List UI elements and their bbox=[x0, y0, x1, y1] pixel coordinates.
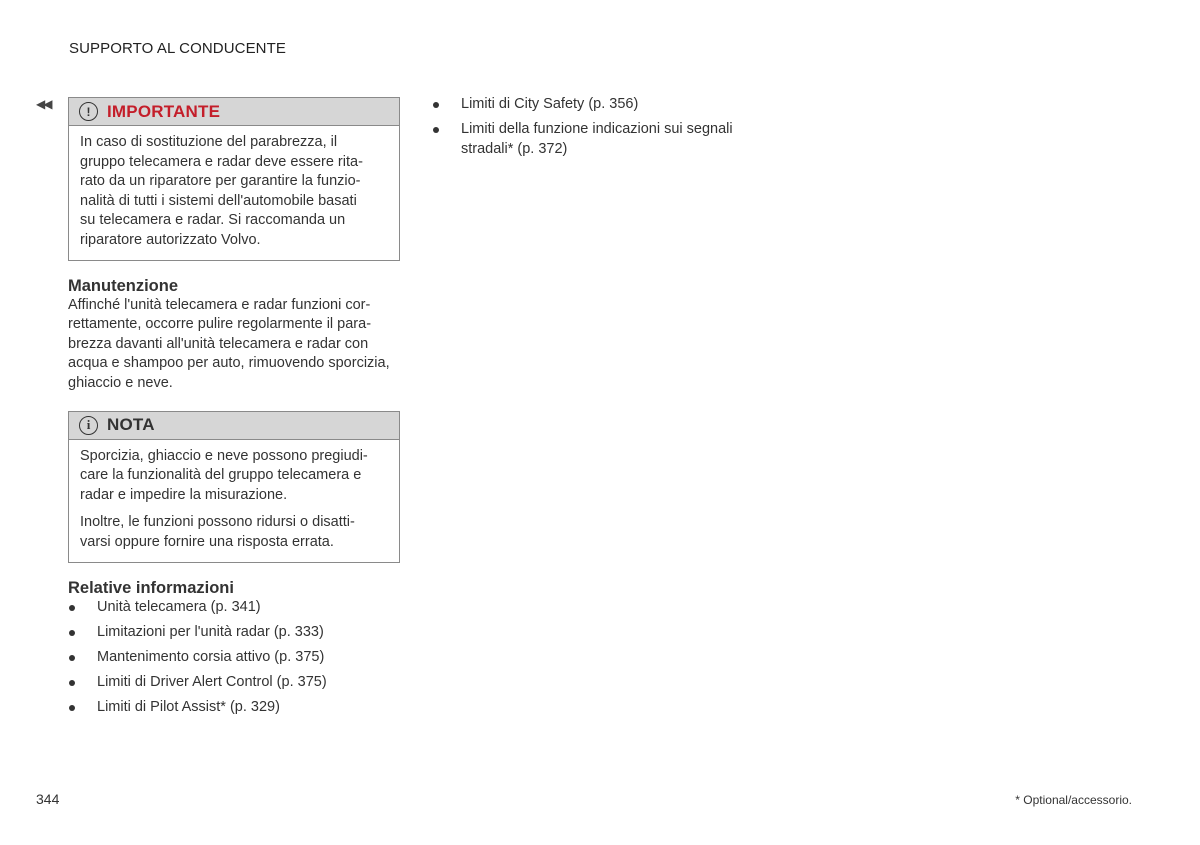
page-number: 344 bbox=[36, 791, 60, 807]
text-line: acqua e shampoo per auto, rimuovendo sporcizia, bbox=[68, 355, 390, 372]
right-column bbox=[432, 95, 772, 165]
list-item-label: Limiti di City Safety (p. 356) bbox=[461, 96, 639, 112]
text-line: gruppo telecamera e radar deve essere rita- bbox=[80, 153, 363, 170]
bullet-icon bbox=[433, 127, 439, 133]
text-line: ghiaccio e neve. bbox=[68, 374, 173, 391]
text-line: Inoltre, le funzioni possono ridursi o disatti- bbox=[80, 514, 355, 531]
bullet-icon bbox=[69, 605, 75, 611]
text-line: care la funzionalità del gruppo telecamera e bbox=[80, 467, 362, 484]
text-line: riparatore autorizzato Volvo. bbox=[80, 231, 261, 248]
important-box-header bbox=[69, 98, 399, 126]
note-text-2 bbox=[80, 513, 388, 552]
continued-arrows-icon: ◀◀ bbox=[36, 97, 51, 111]
list-item bbox=[68, 673, 400, 693]
left-column bbox=[68, 97, 400, 723]
text-line: su telecamera e radar. Si raccomanda un bbox=[80, 212, 346, 229]
note-box-body bbox=[69, 440, 399, 562]
footnote: * Optional/accessorio. bbox=[1015, 793, 1132, 807]
text-line: Sporcizia, ghiaccio e neve possono pregiudi- bbox=[80, 447, 368, 464]
text-line: varsi oppure fornire una risposta errata. bbox=[80, 533, 334, 550]
list-item-label: Limiti di Pilot Assist* (p. 329) bbox=[97, 699, 280, 716]
related-list bbox=[68, 598, 400, 718]
list-item-label: Limitazioni per l'unità radar (p. 333) bbox=[97, 623, 324, 640]
bullet-icon bbox=[69, 630, 75, 636]
related-list-continued bbox=[432, 95, 772, 159]
text-line: nalità di tutti i sistemi dell'automobile basati bbox=[80, 192, 357, 209]
bullet-icon bbox=[69, 680, 75, 686]
important-box-body bbox=[69, 126, 399, 260]
bullet-icon bbox=[433, 102, 439, 108]
maintenance-heading: Manutenzione bbox=[68, 276, 178, 295]
bullet-icon bbox=[69, 655, 75, 661]
list-item-label: Limiti di Driver Alert Control (p. 375) bbox=[97, 674, 327, 691]
list-item bbox=[68, 648, 400, 668]
text-line: brezza davanti all'unità telecamera e radar con bbox=[68, 335, 369, 352]
text-line: rato da un riparatore per garantire la funzio- bbox=[80, 173, 361, 190]
text-line: rettamente, occorre pulire regolarmente il para- bbox=[68, 316, 372, 333]
note-text-1 bbox=[80, 447, 388, 506]
warning-icon: ! bbox=[79, 102, 98, 121]
text-line: radar e impedire la misurazione. bbox=[80, 486, 288, 503]
page-header: SUPPORTO AL CONDUCENTE bbox=[69, 40, 286, 57]
important-text bbox=[80, 133, 388, 251]
list-item bbox=[68, 698, 400, 718]
info-icon: i bbox=[79, 416, 98, 435]
list-item bbox=[432, 120, 772, 159]
list-item-label: stradali* (p. 372) bbox=[461, 140, 568, 157]
list-item-label: Unità telecamera (p. 341) bbox=[97, 598, 261, 615]
important-box bbox=[68, 97, 400, 261]
list-item bbox=[432, 95, 772, 115]
list-item-label: Limiti della funzione indicazioni sui segnali bbox=[461, 121, 733, 138]
note-box-header bbox=[69, 412, 399, 440]
bullet-icon bbox=[69, 705, 75, 711]
list-item bbox=[68, 598, 400, 618]
text-line: Affinché l'unità telecamera e radar funzioni cor- bbox=[68, 296, 371, 313]
list-item-label: Mantenimento corsia attivo (p. 375) bbox=[97, 648, 325, 665]
related-heading: Relative informazioni bbox=[68, 578, 234, 597]
list-item bbox=[68, 623, 400, 643]
important-title: IMPORTANTE bbox=[107, 101, 221, 121]
note-box bbox=[68, 411, 400, 563]
note-title: NOTA bbox=[107, 415, 155, 435]
text-line: In caso di sostituzione del parabrezza, il bbox=[80, 134, 338, 150]
maintenance-text bbox=[68, 296, 400, 394]
